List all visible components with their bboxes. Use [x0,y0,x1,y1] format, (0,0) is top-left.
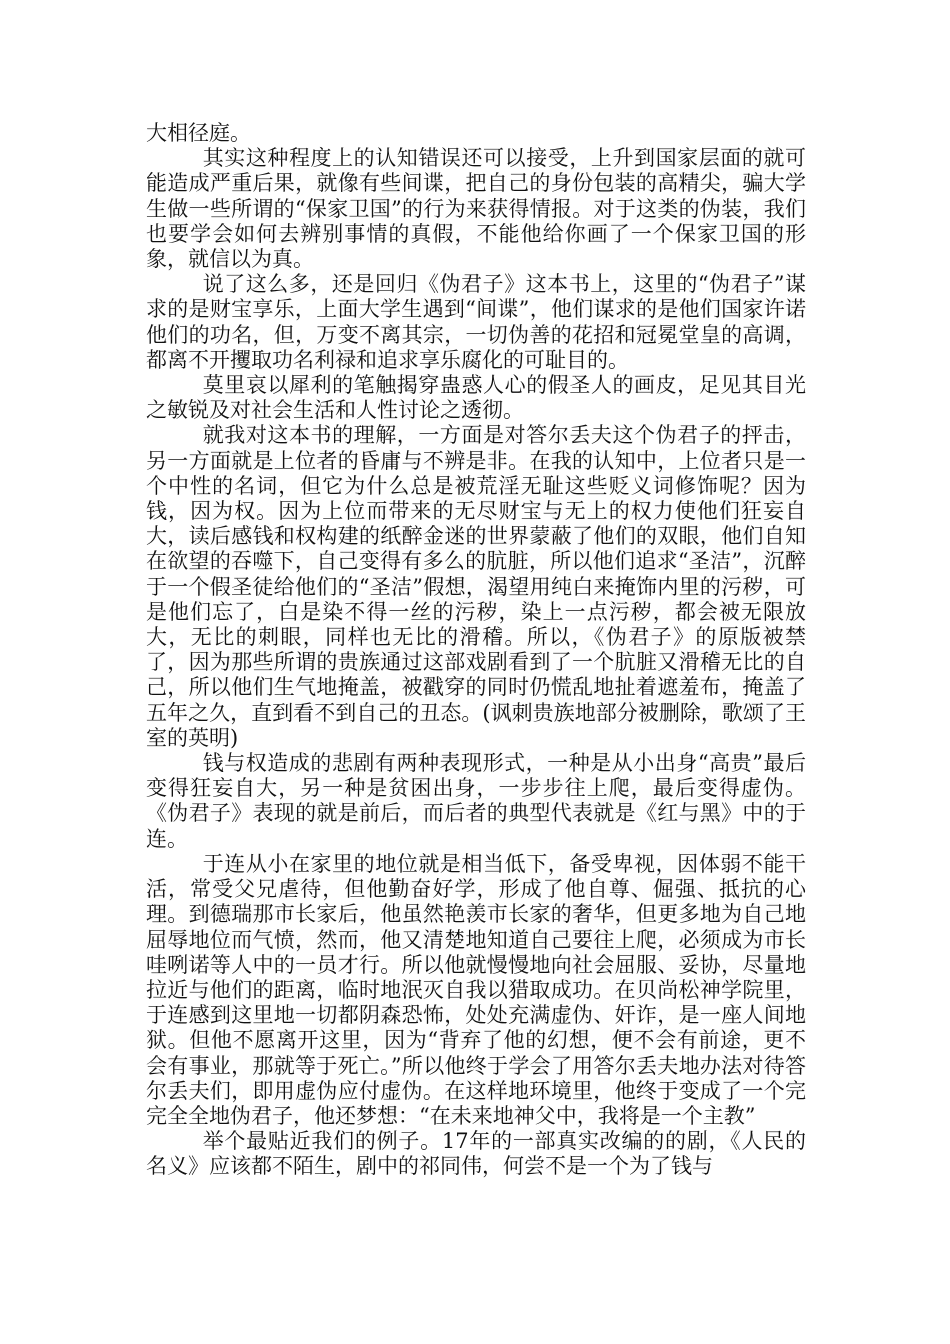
document-body [146,121,806,1180]
paragraph: 其实这种程度上的认知错误还可以接受，上升到国家层面的就可能造成严重后果，就像有些间谍，把自己的身份包装的高精尖，骗大学生做一些所谓的“保家卫国”的行为来获得情报。对于这类的伪装，我们也要学会如何去辨别事情的真假，不能他给你画了一个保家卫国的形象，就信以为真。 [146,146,806,272]
paragraph: 莫里哀以犀利的笔触揭穿蛊惑人心的假圣人的画皮，足见其目光之敏锐及对社会生活和人性讨论之透彻。 [146,373,806,423]
paragraph: 于连从小在家里的地位就是相当低下，备受卑视，因体弱不能干活，常受父兄虐待，但他勤奋好学，形成了他自尊、倔强、抵抗的心理。到德瑞那市长家后，他虽然艳羡市长家的奢华，但更多地为自己地屈辱地位而气愤，然而，他又清楚地知道自己要往上爬，必须成为市长哇咧诺等人中的一员才行。所以他就慢慢地向社会屈服、妥协，尽量地拉近与他们的距离，临时地泯灭自我以猎取成功。在贝尚松神学院里，于连感到这里地一切都阴森恐怖，处处充满虚伪、奸诈，是一座人间地狱。但他不愿离开这里，因为“背弃了他的幻想，便不会有前途，更不会有事业，那就等于死亡。”所以他终于学会了用答尔丢夫地办法对待答尔丢夫们，即用虚伪应付虚伪。在这样地环境里，他终于变成了一个完完全全地伪君子，他还梦想：“在未来地神父中，我将是一个主教” [146,851,806,1128]
paragraph: 就我对这本书的理解，一方面是对答尔丢夫这个伪君子的抨击，另一方面就是上位者的昏庸与不辨是非。在我的认知中，上位者只是一个中性的名词，但它为什么总是被荒淫无耻这些贬义词修饰呢？因为钱，因为权。因为上位而带来的无尽财宝与无上的权力使他们狂妄自大，读后感钱和权构建的纸醉金迷的世界蒙蔽了他们的双眼，他们自知在欲望的吞噬下，自己变得有多么的肮脏，所以他们追求“圣洁”，沉醉于一个假圣徒给他们的“圣洁”假想，渴望用纯白来掩饰内里的污秽，可是他们忘了，白是染不得一丝的污秽，染上一点污秽，都会被无限放大，无比的刺眼，同样也无比的滑稽。所以，《伪君子》的原版被禁了，因为那些所谓的贵族通过这部戏剧看到了一个肮脏又滑稽无比的自己，所以他们生气地掩盖，被戳穿的同时仍慌乱地扯着遮羞布，掩盖了五年之久，直到看不到自己的丑态。(讽刺贵族地部分被删除，歌颂了王室的英明) [146,423,806,750]
paragraph-continuation: 大相径庭。 [146,121,251,145]
paragraph: 钱与权造成的悲剧有两种表现形式，一种是从小出身“高贵”最后变得狂妄自大，另一种是贫困出身，一步步往上爬，最后变得虚伪。《伪君子》表现的就是前后，而后者的典型代表就是《红与黑》中的于连。 [146,751,806,851]
paragraph: 说了这么多，还是回归《伪君子》这本书上，这里的“伪君子”谋求的是财宝享乐，上面大学生遇到“间谍”，他们谋求的是他们国家许诺他们的功名，但，万变不离其宗，一切伪善的花招和冠冕堂皇的高调，都离不开攫取功名利禄和追求享乐腐化的可耻目的。 [146,272,806,372]
paragraph: 举个最贴近我们的例子。17年的一部真实改编的的剧，《人民的名义》应该都不陌生，剧中的祁同伟，何尝不是一个为了钱与 [146,1129,806,1179]
